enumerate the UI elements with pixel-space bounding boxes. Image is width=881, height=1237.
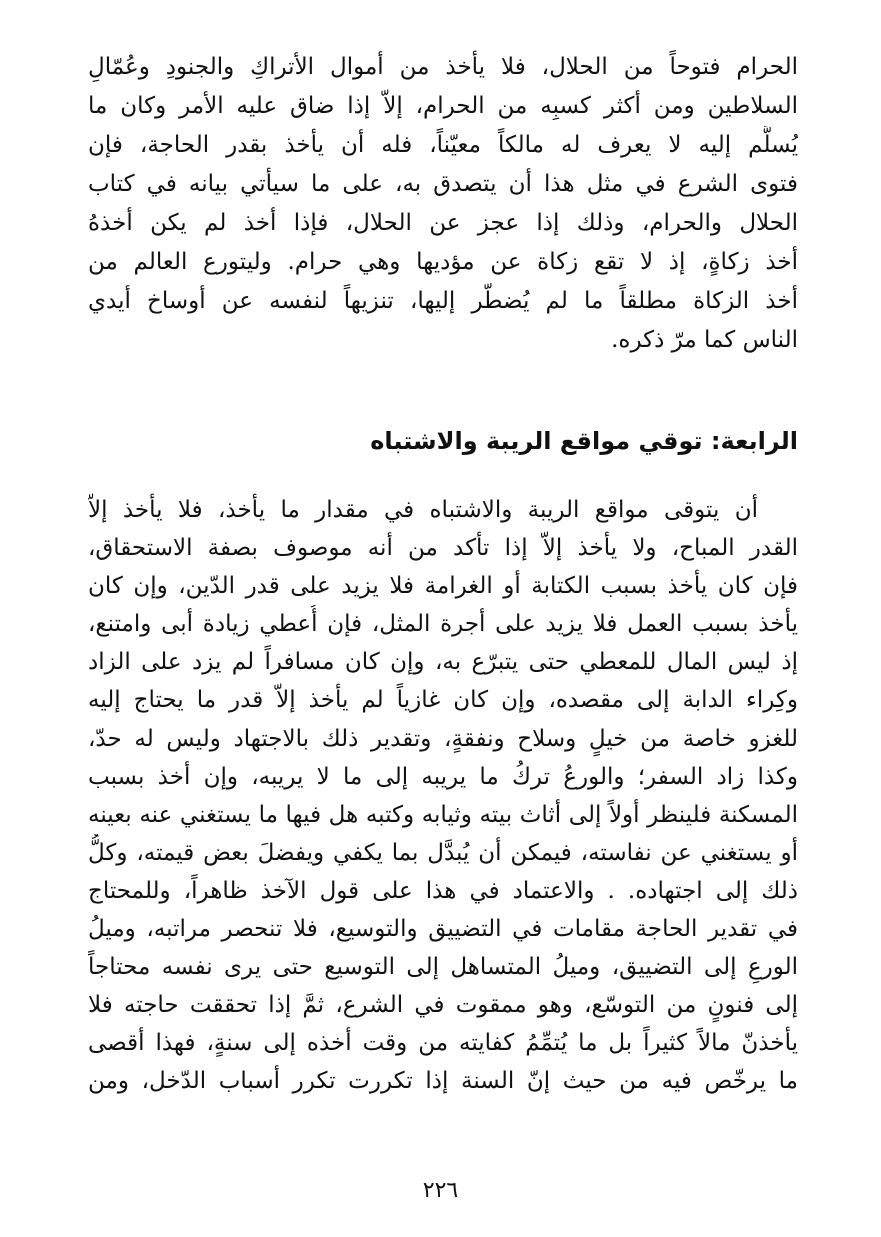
paragraph-continuation [88,48,798,360]
text-line: ما يرخّص فيه من حيث إنّ السنة إذا تكررت تكرر أسباب الدّخل، ومن [88,1068,798,1095]
text-line: ذلك إلى اجتهاده. . والاعتماد في هذا على قول الآخذ ظاهراً، وللمحتاج [88,877,798,904]
text-line: للغزو خاصة من خيلٍ وسلاح ونفقةٍ، وتقدير ذلك بالاجتهاد وليس له حدّ، [88,725,798,752]
text-line: أن يتوقى مواقع الريبة والاشتباه في مقدار ما يأخذ، فلا يأخذ إلاّ [88,497,758,523]
page-number: ٢٢٦ [422,1178,459,1203]
text-line: السلاطين ومن أكثر كسبِه من الحرام، إلاّ إذا ضاق عليه الأمر وكان ما [88,93,798,119]
text-line: فتوى الشرع في مثل هذا أن يتصدق به، على ما سيأتي بيانه في كتاب [88,171,798,197]
text-line: الناس كما مرّ ذكره. [611,327,798,353]
paragraph-section-four [88,491,798,1101]
text-line: القدر المباح، ولا يأخذ إلاّ إذا تأكد من أنه موصوف بصفة الاستحقاق، [88,535,798,562]
text-line: أخذ زكاةٍ، إذ لا تقع زكاة عن مؤديها وهي حرام. وليتورع العالم من [88,249,798,275]
text-line: أخذ الزكاة مطلقاً ما لم يُضطّر إليها، تنزيهاً لنفسه عن أوساخ أيدي [88,288,798,314]
text-line: وكذا زاد السفر؛ والورعُ تركُ ما يريبه إلى ما لا يريبه، وإن أخذ بسبب [88,763,798,790]
text-line: يأخذ بسبب العمل فلا يزيد على أجرة المثل، فإن أُعطي زيادة أبى وامتنع، [88,611,798,638]
text-line: إلى فنونٍ من التوسّع، وهو ممقوت في الشرع، ثمَّ إذا تحققت حاجته فلا [88,992,798,1019]
section-heading: الرابعة: توقي مواقع الريبة والاشتباه [370,427,798,455]
text-line: يأخذنّ مالاً كثيراً بل ما يُتمِّمُ كفايته من وقت أخذه إلى سنةٍ، فهذا أقصى [88,1030,798,1057]
text-line: الحلال والحرام، وذلك إذا عجز عن الحلال، فإذا أخذ لم يكن أخذهُ [88,210,798,236]
text-line: الورعِ إلى التضييق، وميلُ المتساهل إلى التوسيع حتى يرى نفسه محتاجاً [88,954,798,981]
text-line: إذ ليس المال للمعطي حتى يتبرّع به، وإن كان مسافراً لم يزد على الزاد [88,649,798,676]
text-line: يُسلَّم إليه لا يعرف له مالكاً معيّناً، فله أن يأخذ بقدر الحاجة، فإن [88,132,798,158]
text-line: وكِراء الدابة إلى مقصده، وإن كان غازياً لم يأخذ إلاّ قدر ما يحتاج إليه [88,687,798,714]
text-line: في تقدير الحاجة مقامات في التضييق والتوسيع، فلا تنحصر مراتبه، وميلُ [88,916,798,943]
text-line: أو يستغني عن نفاسته، فيمكن أن يُبدَّل بما يكفي ويفضلَ بعض قيمته، وكلُّ [88,839,798,866]
text-line: الحرام فتوحاً من الحلال، فلا يأخذ من أموال الأتراكِ والجنودِ وعُمّالِ [88,54,798,80]
text-line: فإن كان يأخذ بسبب الكتابة أو الغرامة فلا يزيد على قدر الدّين، وإن كان [88,573,798,600]
text-line: المسكنة فلينظر أولاً إلى أثاث بيته وثيابه وكتبه هل فيها ما يستغني عنه بعينه [88,801,798,828]
